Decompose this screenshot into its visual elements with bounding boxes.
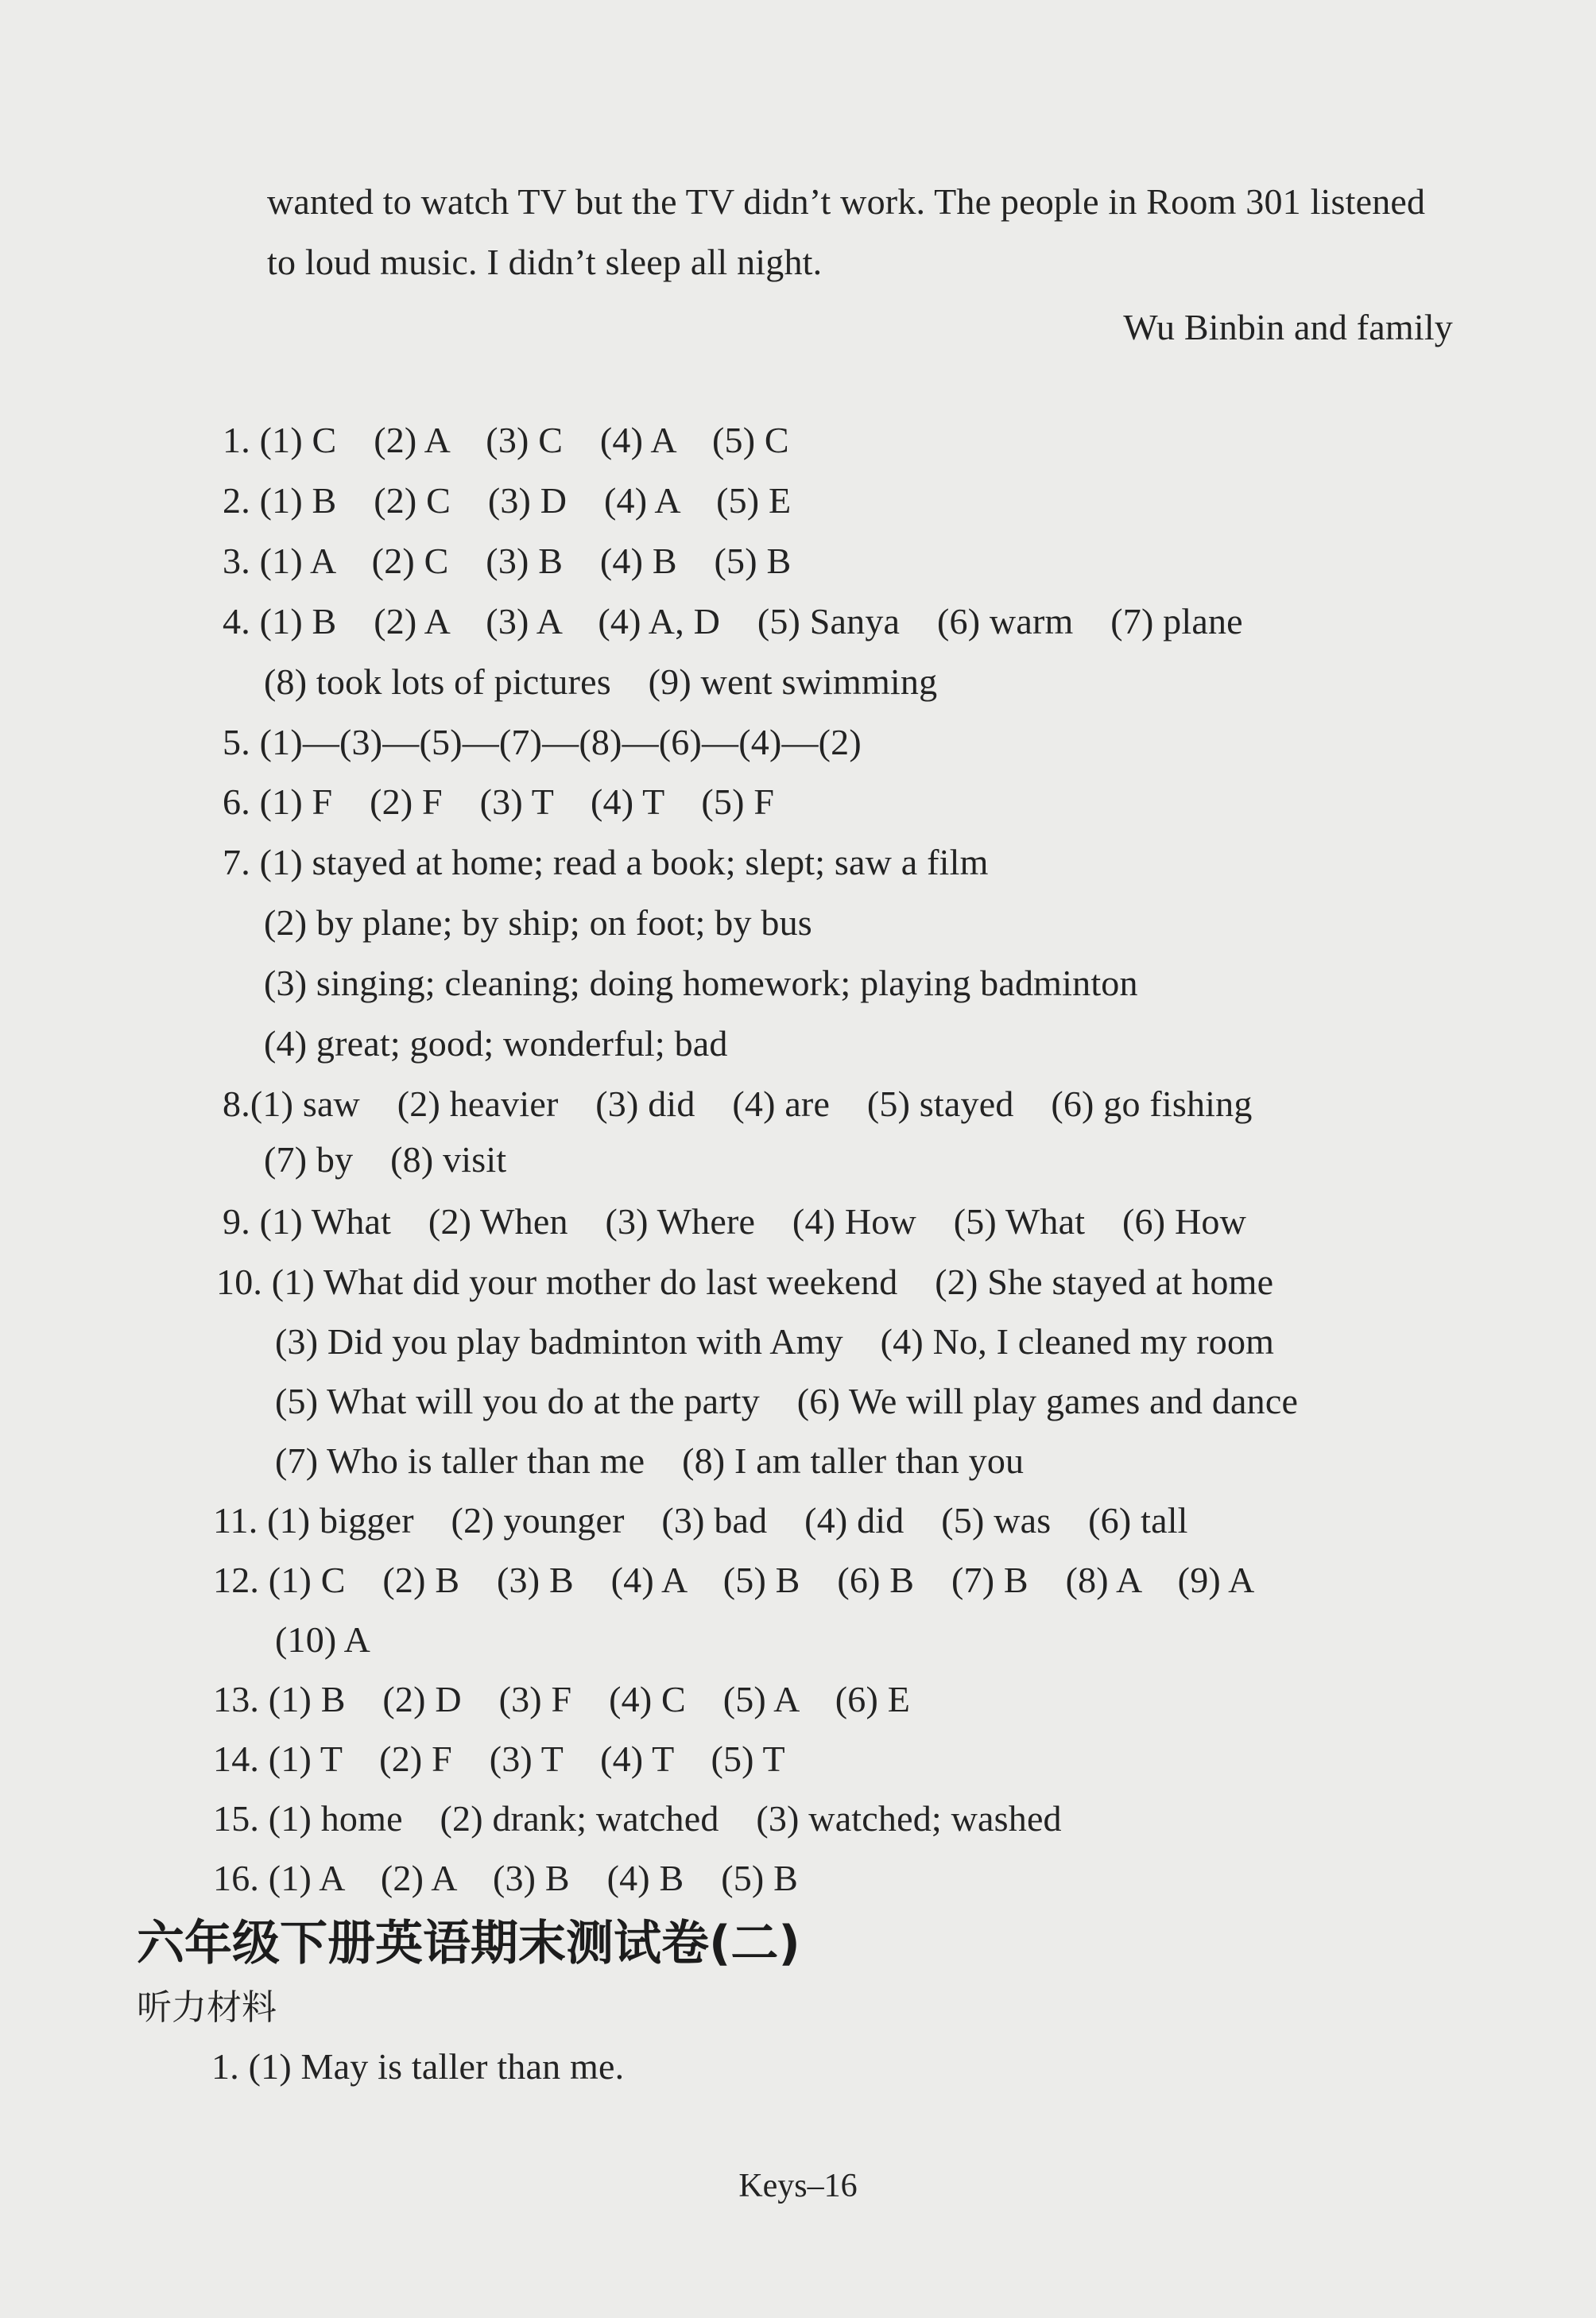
answer-11: 11. (1) bigger (2) younger (3) bad (4) did (5) was (6) tall <box>213 1500 1188 1541</box>
answer-13: 13. (1) B (2) D (3) F (4) C (5) A (6) E <box>213 1679 911 1719</box>
answer-1: 1. (1) C (2) A (3) C (4) A (5) C <box>223 420 789 460</box>
answer-9: 9. (1) What (2) When (3) Where (4) How (5) What (6) How <box>223 1201 1247 1242</box>
answer-7-line-1: 7. (1) stayed at home; read a book; slept; saw a film <box>223 842 989 882</box>
answer-7-line-4: (4) great; good; wonderful; bad <box>264 1023 728 1064</box>
answer-12-line-2: (10) A <box>275 1619 371 1660</box>
answer-12-line-1: 12. (1) C (2) B (3) B (4) A (5) B (6) B (7) B (8) A (9) A <box>213 1560 1255 1600</box>
answer-4-line-2: (8) took lots of pictures (9) went swimming <box>264 661 938 702</box>
answer-3: 3. (1) A (2) C (3) B (4) B (5) B <box>223 541 792 581</box>
answer-10-line-2: (3) Did you play badminton with Amy (4) No, I cleaned my room <box>275 1321 1275 1362</box>
answer-15: 15. (1) home (2) drank; watched (3) watched; washed <box>213 1798 1062 1839</box>
answer-10-line-3: (5) What will you do at the party (6) We will play games and dance <box>275 1381 1299 1421</box>
letter-line-2: to loud music. I didn’t sleep all night. <box>267 242 823 282</box>
answer-4-line-1: 4. (1) B (2) A (3) A (4) A, D (5) Sanya (6) warm (7) plane <box>223 601 1243 642</box>
listening-line-1: 1. (1) May is taller than me. <box>211 2046 625 2087</box>
section-subtitle: 听力材料 <box>137 1987 277 2028</box>
answer-16: 16. (1) A (2) A (3) B (4) B (5) B <box>213 1858 799 1898</box>
section-title: 六年级下册英语期末测试卷(二) <box>137 1916 800 1971</box>
answer-5: 5. (1)—(3)—(5)—(7)—(8)—(6)—(4)—(2) <box>223 722 862 762</box>
answer-7-line-3: (3) singing; cleaning; doing homework; playing badminton <box>264 963 1138 1003</box>
answer-6: 6. (1) F (2) F (3) T (4) T (5) F <box>223 781 775 822</box>
answer-7-line-2: (2) by plane; by ship; on foot; by bus <box>264 902 812 943</box>
answer-8-line-1: 8.(1) saw (2) heavier (3) did (4) are (5) stayed (6) go fishing <box>223 1083 1253 1124</box>
answer-10-line-4: (7) Who is taller than me (8) I am taller than you <box>275 1440 1025 1481</box>
page-number: Keys–16 <box>738 2168 858 2204</box>
letter-signature: Wu Binbin and family <box>1123 307 1453 347</box>
answer-14: 14. (1) T (2) F (3) T (4) T (5) T <box>213 1738 785 1779</box>
letter-line-1: wanted to watch TV but the TV didn’t work. The people in Room 301 listened <box>267 181 1426 222</box>
answer-10-line-1: 10. (1) What did your mother do last weekend (2) She stayed at home <box>216 1262 1274 1302</box>
answer-2: 2. (1) B (2) C (3) D (4) A (5) E <box>223 480 792 521</box>
answer-8-line-2: (7) by (8) visit <box>264 1139 507 1180</box>
